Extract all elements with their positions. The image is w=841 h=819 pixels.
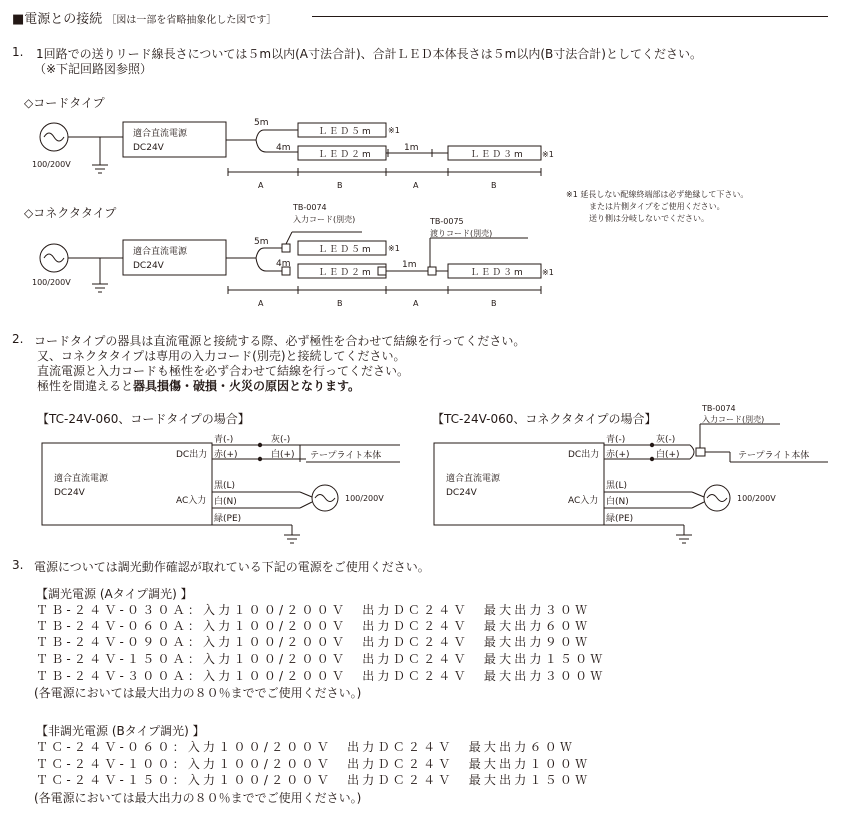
white-wire: 白(+) — [656, 450, 680, 460]
white-n-wire: 白(N) — [214, 497, 237, 507]
non-dimmable-row: ＴＣ-２４Ｖ-１５０：入力１００/２００Ｖ 出力ＤＣ２４Ｖ 最大出力１５０Ｗ — [36, 773, 591, 787]
white-n-wire: 白(N) — [606, 497, 629, 507]
sine-icon — [707, 495, 727, 502]
section2-line4-text: 極性を間違えると — [37, 379, 134, 393]
connector-icon — [696, 448, 705, 456]
dc-out-label: DC出力 — [568, 450, 600, 460]
psu1-label-2: DC24V — [133, 143, 164, 153]
tape-label: テープライト本体 — [738, 451, 810, 461]
dimmable-row: ＴＢ-２４Ｖ-３００Ａ：入力１００/２００Ｖ 出力ＤＣ２４Ｖ 最大出力３００Ｗ — [36, 669, 606, 683]
heading-note: ［図は一部を省略抽象化した図です］ — [106, 15, 277, 26]
voltage-label: 100/200V — [32, 278, 71, 287]
non-dimmable-row: ＴＣ-２４Ｖ-０６０：入力１００/２００Ｖ 出力ＤＣ２４Ｖ 最大出力６０Ｗ — [36, 740, 576, 754]
section3-number: 3. — [12, 558, 24, 572]
cord-type-title: ◇コードタイプ — [24, 96, 105, 110]
section2-line3: 直流電源と入力コードも極性を必ず合わせて結線を行ってください。 — [37, 364, 410, 378]
mark-2b: ※1 — [542, 268, 554, 277]
gray-wire: 灰(-) — [271, 435, 291, 445]
dimmable-row: ＴＢ-２４Ｖ-０３０Ａ：入力１００/２００Ｖ 出力ＤＣ２４Ｖ 最大出力３０Ｗ — [36, 603, 591, 617]
dim-a-3: A — [258, 299, 264, 308]
junction-dot — [650, 457, 654, 461]
footnote-line1: ※1 延長しない配線終端部は必ず絶縁して下さい。 — [566, 190, 749, 199]
section2-line1: コードタイプの器具は直流電源と接続する際、必ず極性を合わせて結線を行ってください。 — [34, 334, 526, 348]
tb0074-name: 入力コード(別売) — [293, 215, 356, 224]
dim-b-3: B — [337, 299, 343, 308]
voltage-label: 100/200V — [737, 494, 776, 503]
dim-b-1: B — [337, 181, 343, 190]
blue-wire: 青(-) — [606, 435, 626, 445]
ac-in-label: AC入力 — [568, 496, 599, 506]
tb0074-code: TB-0074 — [293, 203, 327, 212]
footnote-line3: 送り側は分岐しないでください。 — [589, 214, 709, 223]
connector-type-title: ◇コネクタタイプ — [24, 206, 117, 220]
dc-out-label: DC出力 — [176, 450, 208, 460]
length-1m: 1m — [404, 143, 419, 153]
dimmable-row: ＴＢ-２４Ｖ-０６０Ａ：入力１００/２００Ｖ 出力ＤＣ２４Ｖ 最大出力６０Ｗ — [36, 619, 591, 633]
section3-intro: 電源については調光動作確認が取れている下記の電源をご使用ください。 — [34, 560, 430, 574]
psu-label-1: 適合直流電源 — [54, 474, 109, 484]
led5-label: ＬＥＤ５m — [318, 127, 373, 137]
non-dimmable-row: ＴＣ-２４Ｖ-１００：入力１００/２００Ｖ 出力ＤＣ２４Ｖ 最大出力１００Ｗ — [36, 757, 591, 771]
mark-1b: ※1 — [542, 150, 554, 159]
section2-number: 2. — [12, 332, 24, 346]
voltage-label: 100/200V — [32, 160, 71, 169]
led3-label: ＬＥＤ３m — [470, 268, 525, 278]
length-5m: 5m — [254, 237, 269, 247]
red-wire: 赤(+) — [214, 450, 238, 460]
footnote-line2: または片側タイプをご使用ください。 — [589, 202, 725, 211]
wiring-cord-title: 【TC-24V-060、コードタイプの場合】 — [37, 412, 250, 426]
gray-wire: 灰(-) — [656, 435, 676, 445]
psu2-label-1: 適合直流電源 — [133, 247, 188, 257]
psu-label-1: 適合直流電源 — [446, 474, 501, 484]
led2-label: ＬＥＤ２m — [318, 268, 373, 278]
non-dimmable-note: (各電源においては最大出力の８０％まででご使用ください。) — [34, 791, 362, 805]
dim-a-4: A — [413, 299, 419, 308]
dimmable-row: ＴＢ-２４Ｖ-１５０Ａ：入力１００/２００Ｖ 出力ＤＣ２４Ｖ 最大出力１５０Ｗ — [36, 652, 606, 666]
section1-number: 1. — [12, 45, 24, 59]
section1-line1: 1回路での送りリード線長さについては５m以内(A寸法合計)、合計ＬＥＤ本体長さは５m以内(B寸法合計)としてください。 — [36, 47, 702, 61]
length-5m: 5m — [254, 118, 269, 128]
black-wire: 黒(L) — [214, 481, 236, 491]
ac-in-label: AC入力 — [176, 496, 207, 506]
dimmable-row: ＴＢ-２４Ｖ-０９０Ａ：入力１００/２００Ｖ 出力ＤＣ２４Ｖ 最大出力９０Ｗ — [36, 635, 591, 649]
black-wire: 黒(L) — [606, 481, 628, 491]
dim-a-1: A — [258, 181, 264, 190]
tb0075-code: TB-0075 — [430, 217, 464, 226]
mark-2a: ※1 — [388, 244, 400, 253]
dimmable-note: (各電源においては最大出力の８０％まででご使用ください。) — [34, 686, 362, 700]
section2-warning: 器具損傷・破損・火災の原因となります。 — [133, 379, 361, 393]
junction-dot — [650, 443, 654, 447]
section2-line2: 又、コネクタタイプは専用の入力コード(別売)と接続してください。 — [37, 349, 406, 363]
dimmable-title: 【調光電源 (Aタイプ調光) 】 — [36, 587, 193, 601]
dim-a-2: A — [413, 181, 419, 190]
psu2-label-2: DC24V — [133, 261, 164, 271]
dim-b-4: B — [491, 299, 497, 308]
led2-label: ＬＥＤ２m — [318, 150, 373, 160]
mark-1a: ※1 — [388, 126, 400, 135]
white-wire: 白(+) — [271, 450, 295, 460]
length-1m: 1m — [402, 260, 417, 270]
tape-label: テープライト本体 — [310, 451, 382, 461]
psu1-label-1: 適合直流電源 — [133, 129, 188, 139]
green-wire: 緑(PE) — [214, 514, 242, 524]
green-wire: 緑(PE) — [606, 514, 634, 524]
dim-b-2: B — [491, 181, 497, 190]
heading-title: ■電源との接続 — [12, 12, 103, 27]
blue-wire: 青(-) — [214, 435, 234, 445]
led5-label: ＬＥＤ５m — [318, 245, 373, 255]
non-dimmable-title: 【非調光電源 (Bタイプ調光) 】 — [36, 724, 205, 738]
section1-line2: （※下記回路図参照） — [34, 62, 153, 76]
psu-label-2: DC24V — [446, 488, 477, 498]
led3-label: ＬＥＤ３m — [470, 150, 525, 160]
tb0074-name: 入力コード(別売) — [702, 415, 765, 424]
psu-label-2: DC24V — [54, 488, 85, 498]
length-4m: 4m — [276, 143, 291, 153]
length-4m: 4m — [276, 259, 291, 269]
red-wire: 赤(+) — [606, 450, 630, 460]
voltage-label: 100/200V — [345, 494, 384, 503]
tb0074-code: TB-0074 — [702, 404, 736, 413]
tb0075-name: 渡りコード(別売) — [430, 229, 493, 238]
wiring-connector-title: 【TC-24V-060、コネクタタイプの場合】 — [432, 412, 657, 426]
